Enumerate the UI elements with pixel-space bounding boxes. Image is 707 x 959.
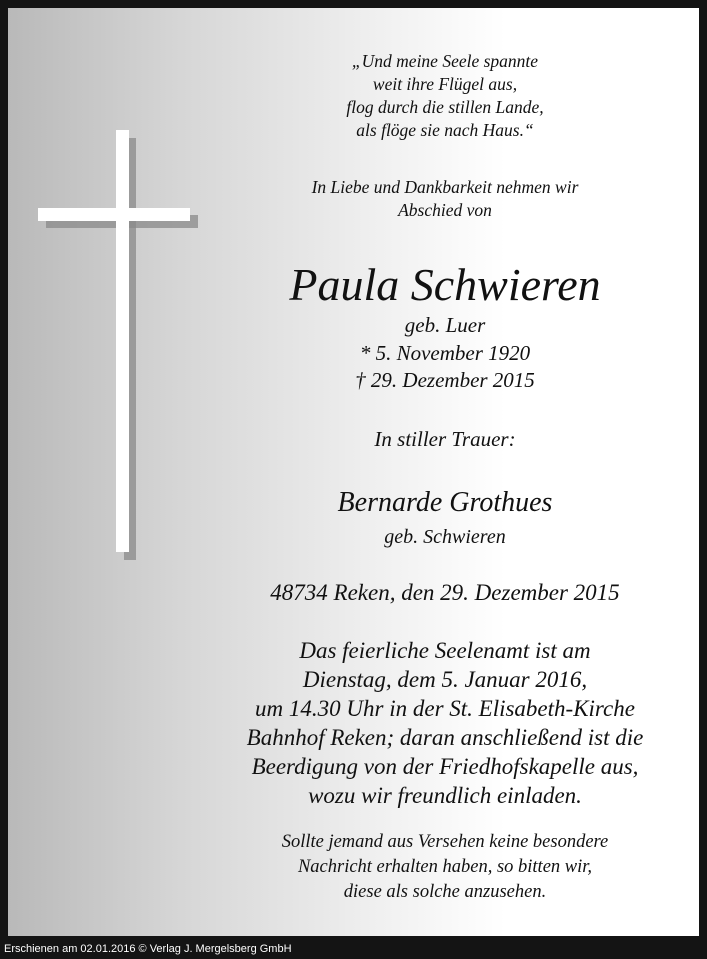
- place-date-text: 48734 Reken, den 29. Dezember 2015: [270, 580, 620, 605]
- mourning-heading: [208, 426, 682, 453]
- farewell-line: In Liebe und Dankbarkeit nehmen wir: [311, 177, 579, 197]
- farewell-text: [208, 176, 682, 222]
- deceased-died-date: † 29. Dezember 2015: [355, 368, 535, 392]
- notice-line: diese als solche anzusehen.: [343, 882, 547, 902]
- service-info: [208, 636, 682, 810]
- place-date: [208, 578, 682, 608]
- publication-footer: Erschienen am 02.01.2016 © Verlag J. Mergelsberg GmbH: [4, 943, 292, 955]
- poem-line: flog durch die stillen Lande,: [346, 97, 544, 117]
- latin-cross-icon: [38, 130, 198, 560]
- mourning-heading-text: In stiller Trauer:: [374, 427, 516, 451]
- deceased-name: [208, 255, 682, 315]
- poem-line: als flöge sie nach Haus.“: [356, 120, 534, 140]
- service-line: wozu wir freundlich einladen.: [308, 783, 582, 808]
- deceased-details: [208, 312, 682, 395]
- mourner-name-text: Bernarde Grothues: [337, 487, 553, 518]
- mourner-birth-name: [208, 524, 682, 550]
- mourner-birth-name-text: geb. Schwieren: [384, 526, 506, 548]
- service-line: Bahnhof Reken; daran anschließend ist die: [246, 725, 644, 750]
- notice-line: Sollte jemand aus Versehen keine besondere: [281, 832, 609, 852]
- poem-line: „Und meine Seele spannte: [351, 51, 539, 71]
- deceased-born-date: * 5. November 1920: [359, 340, 531, 365]
- service-line: Das feierliche Seelenamt ist am: [299, 638, 591, 663]
- notice-line: Nachricht erhalten haben, so bitten wir,: [297, 857, 593, 877]
- service-line: Dienstag, dem 5. Januar 2016,: [302, 667, 588, 692]
- poem-line: weit ihre Flügel aus,: [372, 74, 518, 94]
- obituary-card: [8, 8, 699, 936]
- mourner-name: [208, 486, 682, 520]
- service-line: Beerdigung von der Friedhofskapelle aus,: [251, 754, 639, 779]
- notice: [208, 830, 682, 905]
- farewell-line: Abschied von: [398, 200, 492, 220]
- service-line: um 14.30 Uhr in der St. Elisabeth-Kirche: [255, 696, 635, 721]
- deceased-name-text: Paula Schwieren: [289, 259, 601, 310]
- deceased-birth-name: geb. Luer: [404, 313, 486, 337]
- poem: [208, 50, 682, 142]
